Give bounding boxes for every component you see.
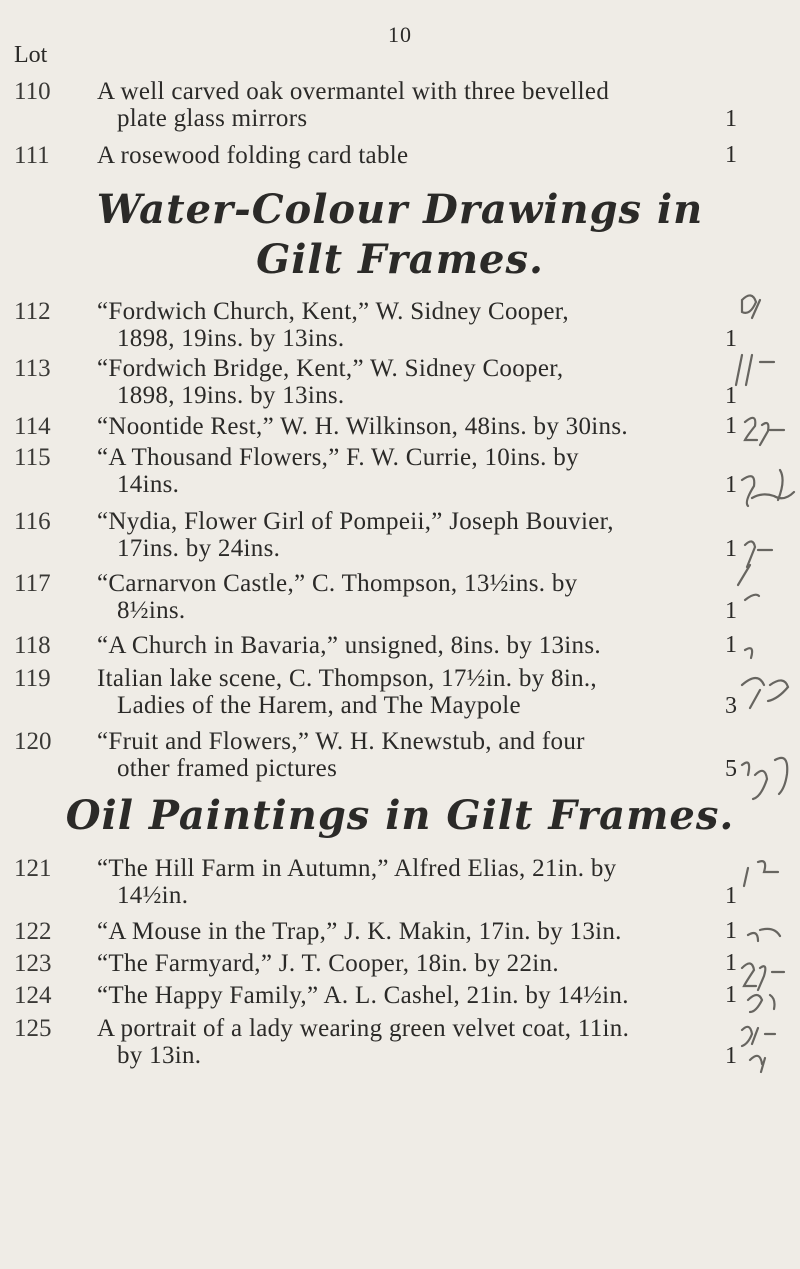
lot-description bbox=[97, 298, 687, 352]
lot-description bbox=[97, 1015, 687, 1069]
section-heading: Oil Paintings in Gilt Frames. bbox=[65, 792, 735, 839]
lot-number: 118 bbox=[14, 632, 51, 659]
lot-description bbox=[97, 728, 687, 782]
lot-description bbox=[97, 78, 687, 132]
lot-description-line: “Fruit and Flowers,” W. H. Knewstub, and four bbox=[97, 728, 585, 755]
section-heading: Gilt Frames. bbox=[256, 236, 544, 283]
lot-number: 124 bbox=[14, 982, 52, 1009]
lot-description-line: “A Thousand Flowers,” F. W. Currie, 10ins. by bbox=[97, 444, 579, 471]
lot-description-line: A rosewood folding card table bbox=[97, 142, 409, 169]
lot-description-line: Italian lake scene, C. Thompson, 17½in. by 8in., bbox=[97, 665, 597, 692]
lot-description-line: 17ins. by 24ins. bbox=[117, 535, 281, 562]
lot-quantity: 1 bbox=[725, 326, 737, 352]
lot-number: 119 bbox=[14, 665, 51, 692]
section-heading: Water-Colour Drawings in bbox=[96, 186, 704, 233]
lot-number: 114 bbox=[14, 413, 51, 440]
lot-quantity: 1 bbox=[725, 383, 737, 409]
lot-description-line: “Noontide Rest,” W. H. Wilkinson, 48ins. by 30ins. bbox=[97, 413, 628, 440]
lot-description bbox=[97, 982, 687, 1009]
lot-description bbox=[97, 444, 687, 498]
lot-number: 122 bbox=[14, 918, 52, 945]
lot-description-line: 1898, 19ins. by 13ins. bbox=[117, 382, 345, 409]
lot-number: 112 bbox=[14, 298, 51, 325]
lot-description bbox=[97, 413, 687, 440]
lot-description bbox=[97, 855, 687, 909]
lot-quantity: 1 bbox=[725, 106, 737, 132]
lot-description-line: “Nydia, Flower Girl of Pompeii,” Joseph Bouvier, bbox=[97, 508, 614, 535]
lot-quantity: 1 bbox=[725, 1043, 737, 1069]
lot-number: 121 bbox=[14, 855, 52, 882]
lot-number: 111 bbox=[14, 142, 50, 169]
lot-description bbox=[97, 632, 687, 659]
lot-description-line: A portrait of a lady wearing green velvet coat, 11in. bbox=[97, 1015, 630, 1042]
lot-description-line: “The Happy Family,” A. L. Cashel, 21in. by 14½in. bbox=[97, 982, 629, 1009]
lot-description-line: “Fordwich Church, Kent,” W. Sidney Cooper, bbox=[97, 298, 569, 325]
lot-quantity: 1 bbox=[725, 598, 737, 624]
lot-description-line: Ladies of the Harem, and The Maypole bbox=[117, 692, 521, 719]
lot-quantity: 1 bbox=[725, 536, 737, 562]
lot-description-line: other framed pictures bbox=[117, 755, 338, 782]
lot-quantity: 3 bbox=[725, 693, 737, 719]
lot-description-line: 14½in. bbox=[117, 882, 189, 909]
lot-description-line: 1898, 19ins. by 13ins. bbox=[117, 325, 345, 352]
lot-number: 115 bbox=[14, 444, 51, 471]
lot-number: 125 bbox=[14, 1015, 52, 1042]
lot-description bbox=[97, 918, 687, 945]
lot-number: 120 bbox=[14, 728, 52, 755]
lot-quantity: 1 bbox=[725, 632, 737, 658]
lot-quantity: 1 bbox=[725, 472, 737, 498]
lot-quantity: 1 bbox=[725, 918, 737, 944]
lot-description-line: 8½ins. bbox=[117, 597, 186, 624]
lot-description bbox=[97, 665, 687, 719]
lot-quantity: 1 bbox=[725, 142, 737, 168]
lot-description bbox=[97, 570, 687, 624]
lot-description-line: “The Hill Farm in Autumn,” Alfred Elias, 21in. by bbox=[97, 855, 617, 882]
lot-description bbox=[97, 950, 687, 977]
lot-description-line: “A Church in Bavaria,” unsigned, 8ins. by 13ins. bbox=[97, 632, 601, 659]
lot-number: 116 bbox=[14, 508, 51, 535]
lot-quantity: 1 bbox=[725, 950, 737, 976]
page-number: 10 bbox=[388, 22, 412, 47]
lot-description-line: “A Mouse in the Trap,” J. K. Makin, 17in. by 13in. bbox=[97, 918, 622, 945]
lot-quantity: 1 bbox=[725, 413, 737, 439]
lot-description bbox=[97, 142, 687, 169]
lot-description bbox=[97, 355, 687, 409]
lot-quantity: 5 bbox=[725, 756, 737, 782]
lot-description-line: “Carnarvon Castle,” C. Thompson, 13½ins. by bbox=[97, 570, 578, 597]
lot-number: 117 bbox=[14, 570, 51, 597]
lot-description-line: A well carved oak overmantel with three bevelled bbox=[97, 78, 610, 105]
lot-description-line: 14ins. bbox=[117, 471, 180, 498]
lot-number: 110 bbox=[14, 78, 51, 105]
lot-description bbox=[97, 508, 687, 562]
lot-quantity: 1 bbox=[725, 883, 737, 909]
lot-description-line: “The Farmyard,” J. T. Cooper, 18in. by 22in. bbox=[97, 950, 559, 977]
lot-description-line: plate glass mirrors bbox=[117, 105, 308, 132]
lot-number: 123 bbox=[14, 950, 52, 977]
lot-quantity: 1 bbox=[725, 982, 737, 1008]
lot-description-line: “Fordwich Bridge, Kent,” W. Sidney Cooper, bbox=[97, 355, 564, 382]
lot-column-header: Lot bbox=[14, 42, 48, 68]
lot-description-line: by 13in. bbox=[117, 1042, 202, 1069]
lot-number: 113 bbox=[14, 355, 51, 382]
